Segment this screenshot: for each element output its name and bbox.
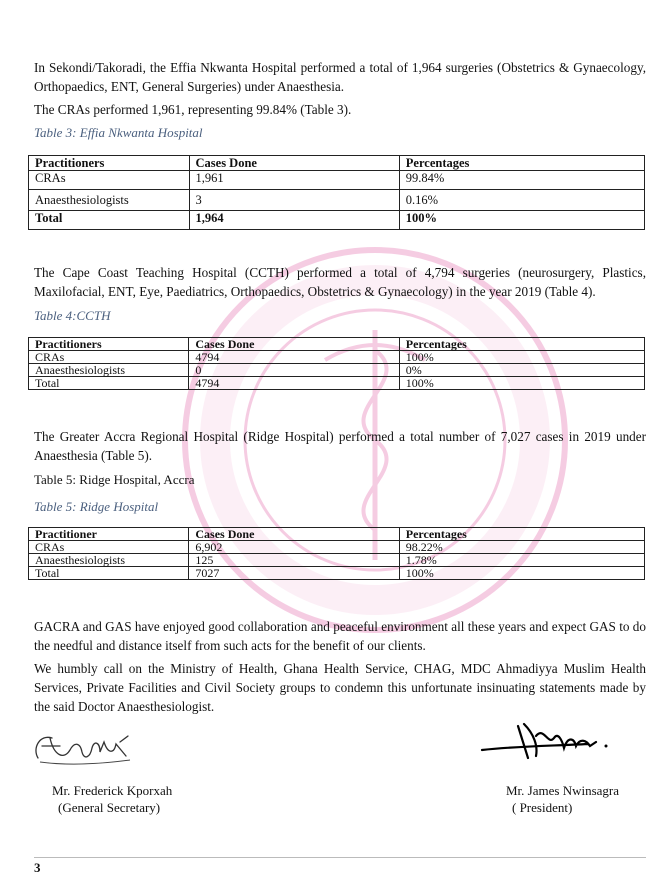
table-row xyxy=(29,351,645,364)
table-row xyxy=(29,554,645,567)
left-signatory-title: (General Secretary) xyxy=(58,800,161,815)
right-signatory-name: Mr. James Nwinsagra xyxy=(506,783,620,798)
cell-percentage: 98.22% xyxy=(399,541,644,554)
cell-cases: 125 xyxy=(189,554,399,567)
header-practitioners: Practitioners xyxy=(29,156,190,171)
cell-cases: 6,902 xyxy=(189,541,399,554)
cell-percentage: 99.84% xyxy=(399,171,644,190)
paragraph-cras-performed: The CRAs performed 1,961, representing 99.84% (Table 3). xyxy=(34,102,352,117)
cell-cases: 1,961 xyxy=(189,171,399,190)
cell-practitioner: Anaesthesiologists xyxy=(29,190,190,211)
table-header-row xyxy=(29,156,645,171)
cell-percentage: 100% xyxy=(399,211,644,230)
header-percentages: Percentages xyxy=(399,528,644,541)
header-cases-done: Cases Done xyxy=(189,156,399,171)
left-signatory-name: Mr. Frederick Kporxah xyxy=(52,783,173,798)
header-cases-done: Cases Done xyxy=(189,528,399,541)
table-row xyxy=(29,541,645,554)
cell-practitioner: Total xyxy=(29,211,190,230)
cell-percentage: 1.78% xyxy=(399,554,644,567)
cell-cases: 4794 xyxy=(189,351,399,364)
table-header-row xyxy=(29,338,645,351)
header-percentages: Percentages xyxy=(399,156,644,171)
table-ridge-hospital xyxy=(28,527,645,580)
cell-practitioner: CRAs xyxy=(29,541,189,554)
header-practitioners: Practitioners xyxy=(29,338,189,351)
table-ccth xyxy=(28,337,645,390)
cell-cases: 4794 xyxy=(189,377,399,390)
cell-cases: 0 xyxy=(189,364,399,377)
paragraph-call-to-condemn: We humbly call on the Ministry of Health, Ghana Health Service, CHAG, MDC Ahmadiyya Muslim Health Services, Private Facilities and Civil Society groups to condemn this unfortunate insinuating statements made by the said Doctor Anaesthesiologist. xyxy=(34,661,646,714)
table-row xyxy=(29,377,645,390)
cell-practitioner: Anaesthesiologists xyxy=(29,364,189,377)
table-effia-nkwanta xyxy=(28,155,645,230)
ridge-plain-caption: Table 5: Ridge Hospital, Accra xyxy=(34,472,195,487)
table-row xyxy=(29,190,645,211)
paragraph-effia-intro: In Sekondi/Takoradi, the Effia Nkwanta Hospital performed a total of 1,964 surgeries (Obstetrics & Gynaecology, Orthopaedics, ENT, General Surgeries) under Anaesthesia. xyxy=(34,60,646,94)
cell-percentage: 0% xyxy=(399,364,644,377)
cell-practitioner: Anaesthesiologists xyxy=(29,554,189,567)
cell-practitioner: CRAs xyxy=(29,171,190,190)
table5-caption: Table 5: Ridge Hospital xyxy=(34,499,159,514)
cell-percentage: 100% xyxy=(399,351,644,364)
cell-practitioner: Total xyxy=(29,377,189,390)
cell-cases: 1,964 xyxy=(189,211,399,230)
cell-percentage: 0.16% xyxy=(399,190,644,211)
header-practitioner: Practitioner xyxy=(29,528,189,541)
paragraph-collaboration: GACRA and GAS have enjoyed good collaboration and peaceful environment all these years and expect GAS to do the needful and distance itself from such acts for the benefit of our clients. xyxy=(34,619,646,653)
signature-james-nwinsagra xyxy=(478,716,618,768)
table-total-row xyxy=(29,211,645,230)
table-row xyxy=(29,364,645,377)
header-percentages: Percentages xyxy=(399,338,644,351)
table-row xyxy=(29,567,645,580)
cell-percentage: 100% xyxy=(399,567,644,580)
table-row xyxy=(29,171,645,190)
footer-divider xyxy=(34,857,646,858)
cell-cases: 7027 xyxy=(189,567,399,580)
signature-frederick-kporxah xyxy=(30,728,140,770)
paragraph-ridge: The Greater Accra Regional Hospital (Ridge Hospital) performed a total number of 7,027 cases in 2019 under Anaesthesia (Table 5). xyxy=(34,429,646,463)
page-number: 3 xyxy=(34,860,41,875)
table4-caption: Table 4:CCTH xyxy=(34,308,111,323)
right-signatory-title: ( President) xyxy=(512,800,573,815)
header-cases-done: Cases Done xyxy=(189,338,399,351)
table3-caption: Table 3: Effia Nkwanta Hospital xyxy=(34,125,203,140)
cell-practitioner: Total xyxy=(29,567,189,580)
cell-cases: 3 xyxy=(189,190,399,211)
cell-practitioner: CRAs xyxy=(29,351,189,364)
paragraph-ccth: The Cape Coast Teaching Hospital (CCTH) performed a total of 4,794 surgeries (neurosurgery, Plastics, Maxilofacial, ENT, Eye, Paediatrics, Orthopaedics, Obstetrics & Gynaecology) in the year 2019 (Table 4). xyxy=(34,265,646,299)
table-header-row xyxy=(29,528,645,541)
cell-percentage: 100% xyxy=(399,377,644,390)
